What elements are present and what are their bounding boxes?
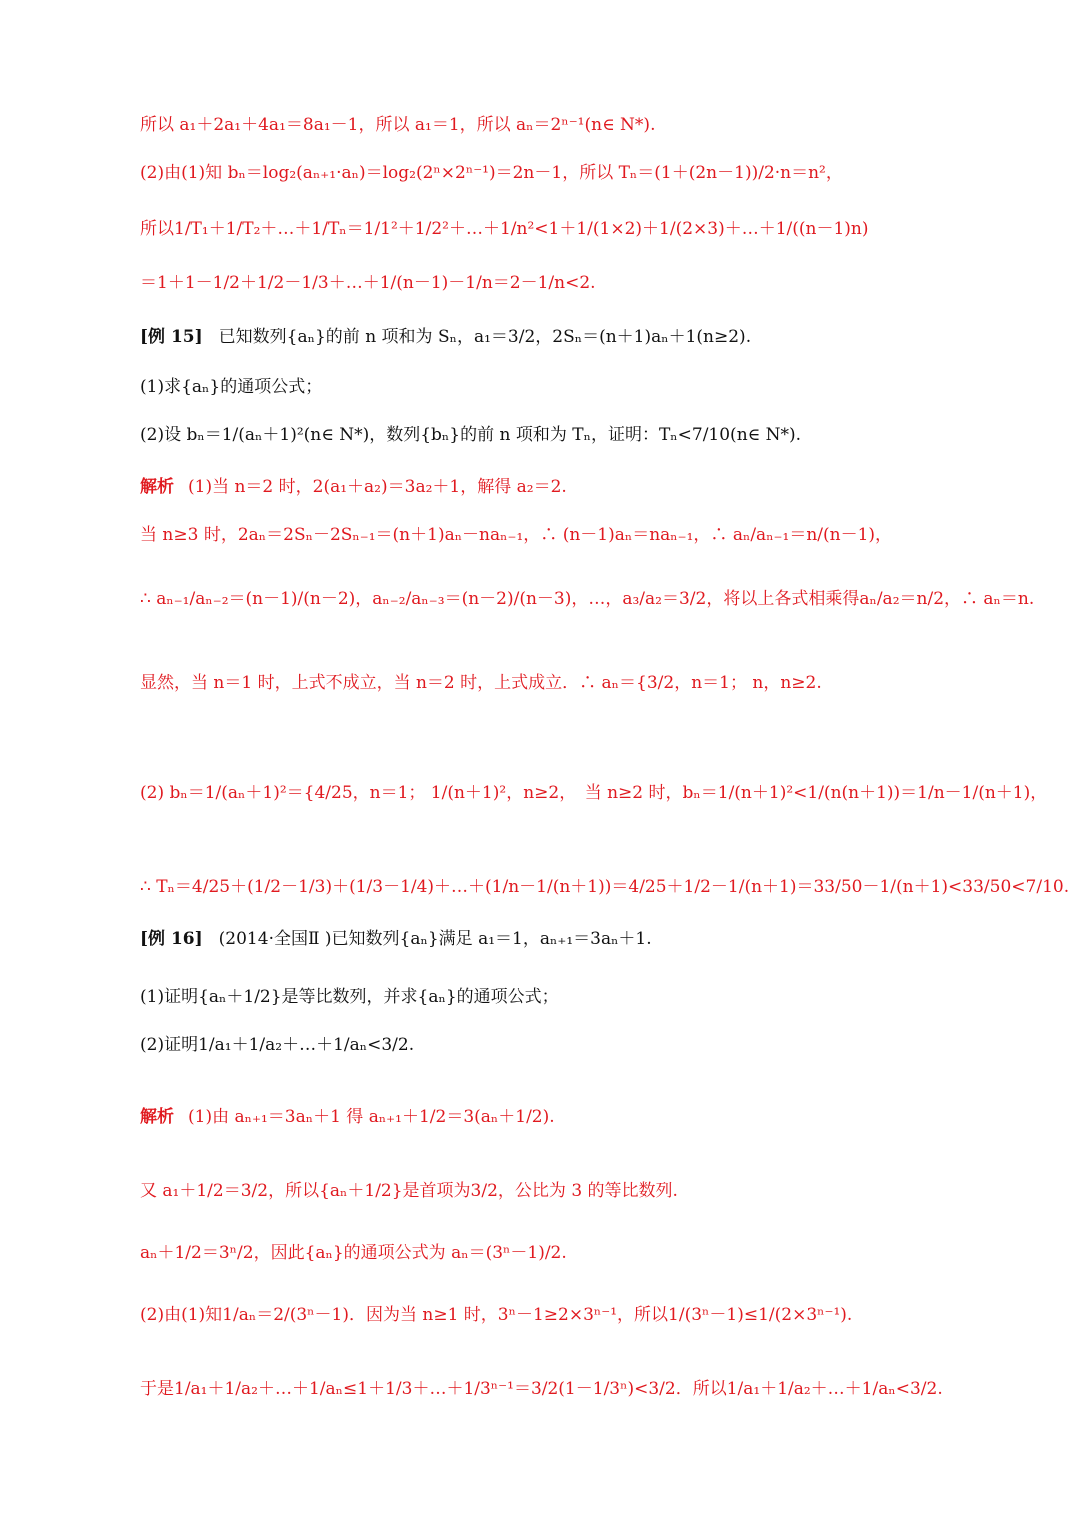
line-13: ∴ Tₙ＝4/25＋(1/2－1/3)＋(1/3－1/4)＋…＋(1/n－1/(n＋1))＝4/25＋1/2－1/(n＋1)＝33/50－1/(n＋1)<33/50<7/10. [140, 877, 1070, 897]
example-15-part1: (1)求{aₙ}的通项公式； [140, 377, 323, 397]
example-15-statement: [例 15] 已知数列{aₙ}的前 n 项和为 Sₙ，a₁＝3/2，2Sₙ＝(n＋1)aₙ＋1(n≥2). [140, 327, 752, 347]
line-18: 又 a₁＋1/2＝3/2，所以{aₙ＋1/2}是首项为3/2，公比为 3 的等比数列. [140, 1181, 678, 1201]
analysis-15-start: 解析 (1)当 n＝2 时，2(a₁＋a₂)＝3a₂＋1，解得 a₂＝2. [140, 477, 567, 497]
line-4: ＝1＋1－1/2＋1/2－1/3＋…＋1/(n－1)－1/n＝2－1/n<2. [140, 273, 596, 293]
example-16-statement: [例 16] (2014·全国Ⅱ )已知数列{aₙ}满足 a₁＝1，aₙ₊₁＝3aₙ＋1. [140, 929, 652, 949]
line-20: (2)由(1)知1/aₙ＝2/(3ⁿ－1)．因为当 n≥1 时，3ⁿ－1≥2×3ⁿ⁻¹，所以1/(3ⁿ－1)≤1/(2×3ⁿ⁻¹). [140, 1305, 853, 1325]
analysis-label: 解析 [140, 477, 174, 497]
example-15-part2: (2)设 bₙ＝1/(aₙ＋1)²(n∈ N*)，数列{bₙ}的前 n 项和为 Tₙ，证明：Tₙ<7/10(n∈ N*). [140, 425, 802, 445]
line-21: 于是1/a₁＋1/a₂＋…＋1/aₙ≤1＋1/3＋…＋1/3ⁿ⁻¹＝3/2(1－1/3ⁿ)<3/2．所以1/a₁＋1/a₂＋…＋1/aₙ<3/2. [140, 1379, 943, 1399]
line-19: aₙ＋1/2＝3ⁿ/2，因此{aₙ}的通项公式为 aₙ＝(3ⁿ－1)/2. [140, 1243, 567, 1263]
analysis-label: 解析 [140, 1107, 174, 1127]
line-9: 当 n≥3 时，2aₙ＝2Sₙ－2Sₙ₋₁＝(n＋1)aₙ－naₙ₋₁，∴ (n－1)aₙ＝naₙ₋₁，∴ aₙ/aₙ₋₁＝n/(n－1)， [140, 525, 893, 545]
line-12: (2) bₙ＝1/(aₙ＋1)²＝{4/25，n＝1； 1/(n＋1)²，n≥2， 当 n≥2 时，bₙ＝1/(n＋1)²<1/(n(n＋1))＝1/n－1/(n＋1)， [140, 783, 1048, 803]
line-1: 所以 a₁＋2a₁＋4a₁＝8a₁－1，所以 a₁＝1，所以 aₙ＝2ⁿ⁻¹(n∈ N*). [140, 115, 656, 135]
line-3: 所以1/T₁＋1/T₂＋…＋1/Tₙ＝1/1²＋1/2²＋…＋1/n²<1＋1/(1×2)＋1/(2×3)＋…＋1/((n－1)n) [140, 219, 869, 239]
example-16-part2: (2)证明1/a₁＋1/a₂＋…＋1/aₙ<3/2. [140, 1035, 415, 1055]
example-16-part1: (1)证明{aₙ＋1/2}是等比数列，并求{aₙ}的通项公式； [140, 987, 559, 1007]
example-15-label: [例 15] [140, 327, 203, 347]
example-16-label: [例 16] [140, 929, 203, 949]
line-10: ∴ aₙ₋₁/aₙ₋₂＝(n－1)/(n－2)，aₙ₋₂/aₙ₋₃＝(n－2)/(n－3)，…，a₃/a₂＝3/2，将以上各式相乘得aₙ/a₂＝n/2，∴ aₙ＝n. [140, 589, 1035, 609]
line-2: (2)由(1)知 bₙ＝log₂(aₙ₊₁·aₙ)＝log₂(2ⁿ×2ⁿ⁻¹)＝2n－1，所以 Tₙ＝(1＋(2n－1))/2·n＝n²， [140, 163, 843, 183]
line-11: 显然，当 n＝1 时，上式不成立，当 n＝2 时，上式成立．∴ aₙ＝{3/2，n＝1； n，n≥2. [140, 673, 822, 693]
analysis-16-start: 解析 (1)由 aₙ₊₁＝3aₙ＋1 得 aₙ₊₁＋1/2＝3(aₙ＋1/2). [140, 1107, 555, 1127]
